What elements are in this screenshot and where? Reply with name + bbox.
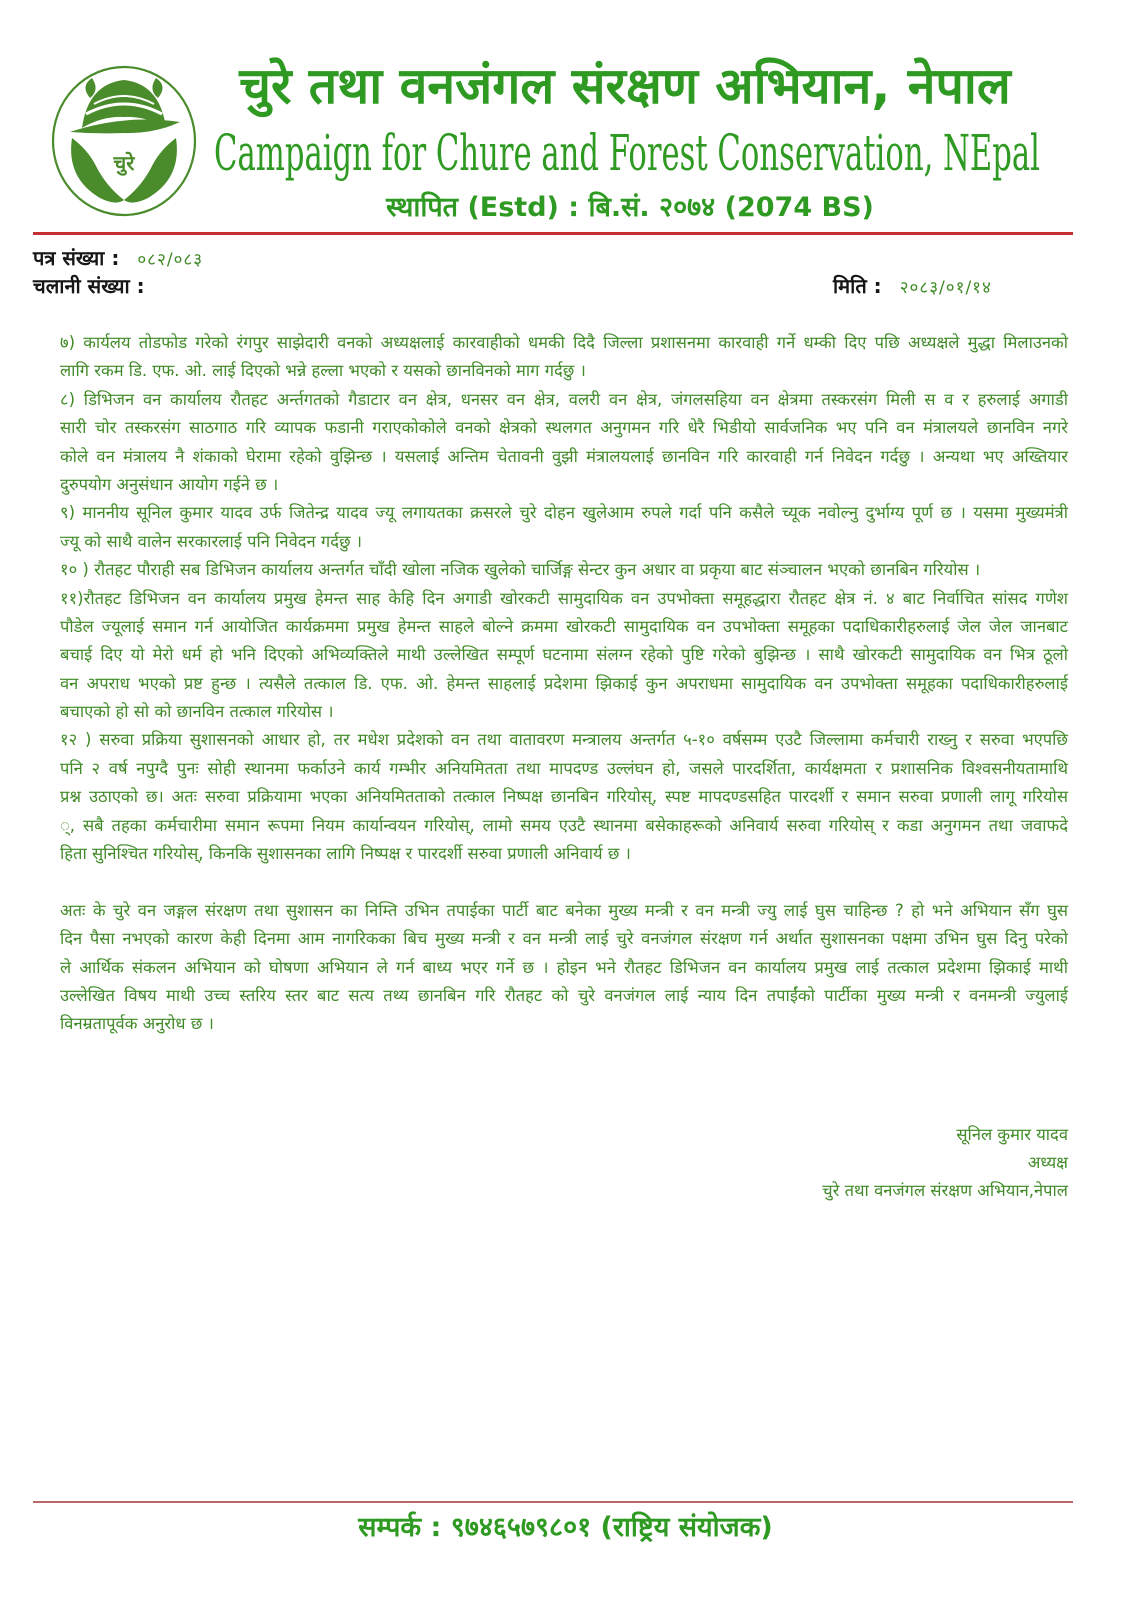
body-line: पनि २ वर्ष नपुग्दै पुनः सोही स्थानमा फर्काउने कार्य गम्भीर अनियमितता तथा मापदण्ड उल्लंघन हो, जसले पारदर्शिता, कार्यक्षमता र प्रशासनिक विश्वसनीयतामाथि <box>60 758 1068 778</box>
body-line: १० ) रौतहट पौराही सब डिभिजन कार्यालय अन्तर्गत चाँदी खोला नजिक खुलेको चार्जिङ्ग सेन्टर कुन अधार वा प्रकृया बाट संञ्चालन भएको छानबिन गरियोस । <box>60 560 981 580</box>
letter-number-label: पत्र संख्या : <box>33 246 120 270</box>
letter-number-value: ०८२/०८३ <box>137 250 204 270</box>
body-line: ७) कार्यलय तोडफोड गरेको रंगपुर साझेदारी वनको अध्यक्षलाई कारवाहीको धमकी दिदै जिल्ला प्रशासनमा कारवाही गर्ने धम्की दिए पछि अध्यक्षले मुद्धा मिलाउनको <box>60 333 1068 352</box>
organization-title-nepali: चुरे तथा वनजंगल संरक्षण अभियान, नेपाल <box>239 57 1011 115</box>
body-line: ११)रौतहट डिभिजन वन कार्यालय प्रमुख हेमन्त साह केहि दिन अगाडी खोरकटी सामुदायिक वन उपभोक्ता समूहद्धारा रौतहट क्षेत्र नं. ४ बाट निर्वाचित सांसद गणेश <box>60 588 1068 608</box>
footer-divider <box>33 1501 1073 1503</box>
organization-logo <box>50 64 198 218</box>
closing-line: विनम्रतापूर्वक अनुरोध छ । <box>60 1014 214 1034</box>
body-line: कोले वन मंत्रालय नै शंकाको घेरामा रहेको वुझिन्छ । यसलाई अन्तिम चेतावनी वुझी मंत्रालयलाई छानविन गरि कारवाही गर्न निवेदन गर्दछु । अन्यथा भए अख्तियार <box>60 446 1068 466</box>
signatory-name: सूनिल कुमार यादव <box>956 1125 1068 1144</box>
body-line: ज्यू को साथै वालेन सरकारलाई पनि निवेदन गर्दछु । <box>60 531 363 551</box>
paragraph-12 <box>60 726 1068 868</box>
body-line: लागि रकम डि. एफ. ओ. लाई दिएको भन्ने हल्ला भएको र यसको छानविनको माग गर्दछु । <box>60 361 586 381</box>
closing-line: उल्लेखित विषय माथी उच्च स्तरिय स्तर बाट सत्य तथ्य छानबिन गरि रौतहट को चुरे वनजंगल लाई न्याय दिन तपाईंको पार्टीका मुख्य मन्त्री र वनमन्त्री ज्युलाई <box>60 985 1068 1005</box>
logo-hands-hill-icon <box>50 64 198 218</box>
body-line: हिता सुनिश्चित गरियोस्, किनकि सुशासनका लागि निष्पक्ष र पारदर्शी सरुवा प्रणाली अनिवार्य छ । <box>60 844 631 864</box>
paragraph-10 <box>60 556 1068 584</box>
letter-date <box>833 272 1048 300</box>
closing-line: अतः के चुरे वन जङ्गल संरक्षण तथा सुशासन का निम्ति उभिन तपाईका पार्टी बाट बनेका मुख्य मन्त्री र वन मन्त्री ज्यु लाई घुस चाहिन्छ ? हो भने अभियान सँग घुस <box>60 900 1068 920</box>
closing-paragraph <box>60 897 1068 1039</box>
logo-text: चुरे <box>113 151 135 175</box>
body-line: बचाई दिए यो मेरो धर्म हो भनि दिएको अभिव्यक्तिले माथी उल्लेखित सम्पूर्ण घटनामा संलग्न रहेको पुष्टि गरेको बुझिन्छ । साथै खोरकटी सामुदायिक वन भित्र ठूलो <box>60 645 1068 665</box>
dispatch-number <box>33 272 145 300</box>
paragraph-8 <box>60 386 1068 500</box>
body-line: ्, सबै तहका कर्मचारीमा समान रूपमा नियम कार्यान्वयन गरियोस्, लामो समय एउटै स्थानमा बसेकाहरूको अनिवार्य सरुवा गरियोस् र कडा अनुगमन तथा जवाफदे <box>60 815 1068 835</box>
signatory-organization: चुरे तथा वनजंगल संरक्षण अभियान,नेपाल <box>822 1181 1068 1200</box>
body-line: ८) डिभिजन वन कार्यालय रौतहट अर्न्तगतको गैडाटार वन क्षेत्र, धनसर वन क्षेत्र, वलरी वन क्षेत्र, जंगलसहिया वन क्षेत्रमा तस्करसंग मिली स व र हरुलाई अगाडी <box>60 389 1068 409</box>
signature-block <box>680 1121 1068 1205</box>
body-line: पौडेल ज्यूलाई समान गर्न आयोजित कार्यक्रममा प्रमुख हेमन्त साहले बोल्ने क्रममा खोरकटी सामुदायिक वन उपभोक्ता समूहका पदाधिकारीहरुलाई जेल जेल जानबाट <box>60 616 1068 636</box>
letter-number <box>33 244 203 272</box>
body-line: प्रश्न उठाएको छ। अतः सरुवा प्रक्रियामा भएका अनियमितताको तत्काल निष्पक्ष छानबिन गरियोस्, स्पष्ट मापदण्डसहित पारदर्शी र समान सरुवा प्रणाली लागू गरियोस <box>60 787 1068 807</box>
established-line: स्थापित (Estd) : बि.सं. २०७४ (2074 BS) <box>386 192 874 223</box>
signatory-title: अध्यक्ष <box>1027 1153 1068 1172</box>
closing-line: दिन पैसा नभएको कारण केही दिनमा आम नागरिकका बिच मुख्य मन्त्री र वन मन्त्री लाई चुरे वनजंगल संरक्षण गर्न अर्थात सुशासनका पक्षमा उभिन घुस दिनु परेको <box>60 929 1068 949</box>
body-line: ९) माननीय सूनिल कुमार यादव उर्फ जितेन्द्र यादव ज्यू लगायतका क्रसरले चुरे दोहन खुलेआम रुपले गर्दा पनि कसैले च्यूक नवोल्नु दुर्भाग्य पूर्ण छ । यसमा मुख्यमंत्री <box>60 503 1068 523</box>
date-label: मिति : <box>833 274 882 298</box>
footer-contact: सम्पर्क : ९७४६५७९८०१ (राष्ट्रिय संयोजक) <box>358 1512 773 1543</box>
body-line: दुरुपयोग अनुसंधान आयोग गईने छ । <box>60 474 279 494</box>
body-line: बचाएको हो सो को छानविन तत्काल गरियोस । <box>60 702 334 722</box>
header-divider <box>33 232 1073 235</box>
paragraph-7 <box>60 329 1068 386</box>
body-line: वन अपराध भएको प्रष्ट हुन्छ । त्यसैले तत्काल डि. एफ. ओ. हेमन्त साहलाई प्रदेशमा झिकाई कुन अपराधमा सामुदायिक वन उपभोक्ता समूहका पदाधिकारीहरुलाई <box>60 673 1068 693</box>
dispatch-number-label: चलानी संख्या : <box>33 274 145 298</box>
paragraph-gap <box>60 868 1068 896</box>
body-line: १२ ) सरुवा प्रक्रिया सुशासनको आधार हो, तर मधेश प्रदेशको वन तथा वातावरण मन्त्रालय अन्तर्गत ५-१० वर्षसम्म एउटै जिल्लामा कर्मचारी राख्नु र सरुवा भएपछि <box>60 730 1068 750</box>
date-value: २०८३/०१/१४ <box>899 278 992 298</box>
letter-body <box>60 329 1068 1039</box>
body-line: सारी चोर तस्करसंग साठगाठ गरि व्यापक फडानी गराएकोकोले वनको क्षेत्रको स्थलगत अनुगमन गरि धेरै भिडीयो सार्वजनिक भए पनि वन मंत्रालयले छानविन नगरे <box>60 418 1068 438</box>
organization-title-english: Campaign for Chure and Forest Conservation, NEpal <box>214 124 1040 182</box>
paragraph-9 <box>60 499 1068 556</box>
closing-line: ले आर्थिक संकलन अभियान को घोषणा अभियान ले गर्न बाध्य भएर गर्ने छ । होइन भने रौतहट डिभिजन वन कार्यालय प्रमुख लाई तत्काल प्रदेशमा झिकाई माथी <box>60 957 1068 977</box>
paragraph-11 <box>60 585 1068 727</box>
